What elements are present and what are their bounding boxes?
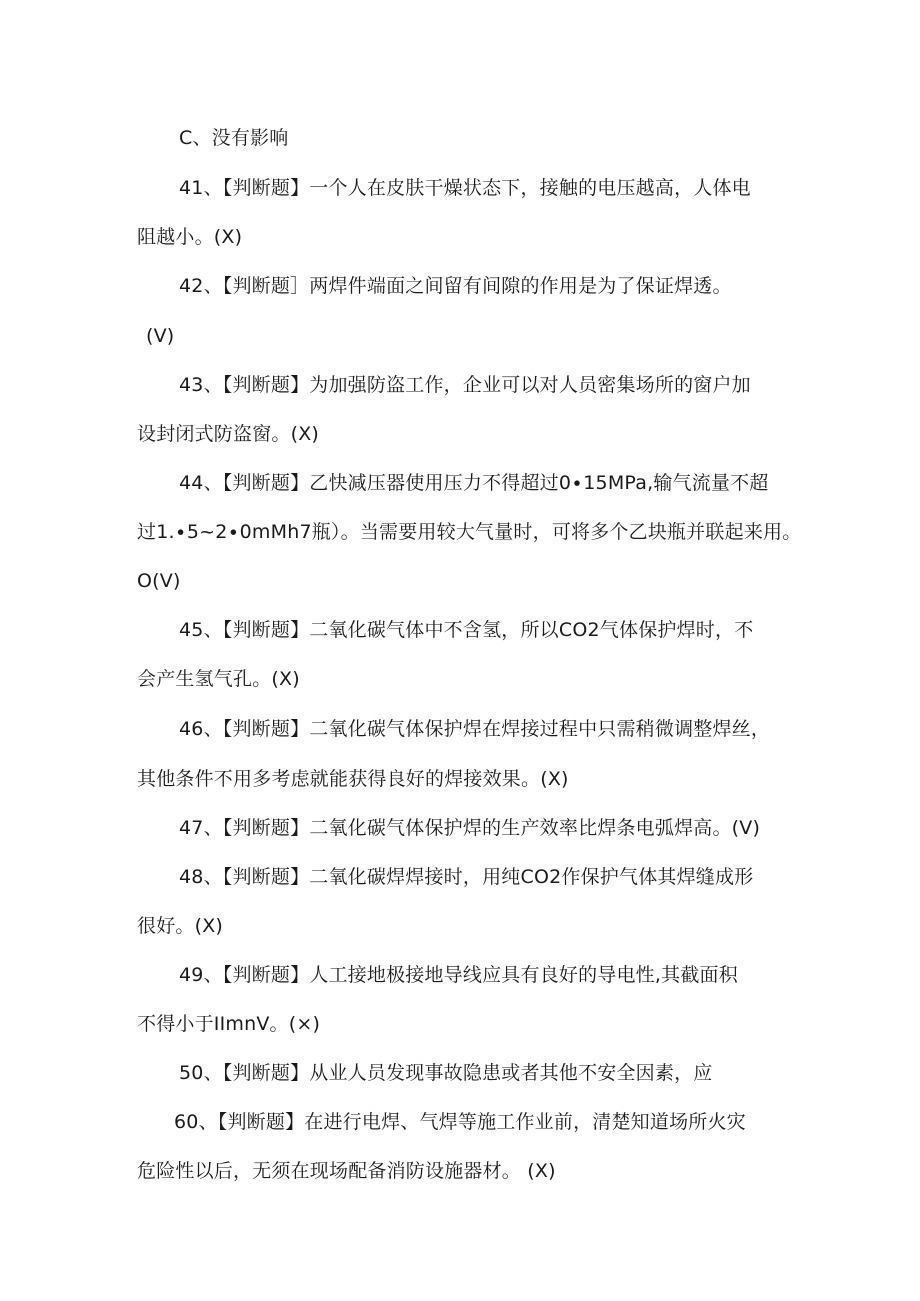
question-44-line-2: 过1.∙5~2∙0mMh7瓶）。当需要用较大气量时，可将多个乙块瓶并联起来用。 <box>137 521 802 543</box>
question-42-line-2: (V) <box>146 325 175 347</box>
question-48-line-1: 48、【判断题】二氧化碳焊焊接时，用纯CO2作保护气体其焊缝成形 <box>179 866 754 888</box>
question-41-line-1: 41、【判断题】一个人在皮肤干燥状态下，接触的电压越高，人体电 <box>179 177 751 199</box>
question-43-line-2: 设封闭式防盗窗。(X) <box>137 423 320 445</box>
question-44-line-1: 44、【判断题】乙快减压器使用压力不得超过0∙15MPa,输气流量不超 <box>179 472 769 494</box>
question-50-line-1: 50、【判断题】从业人员发现事故隐患或者其他不安全因素，应 <box>179 1062 713 1084</box>
question-47-line-1: 47、【判断题】二氧化碳气体保护焊的生产效率比焊条电弧焊高。(V) <box>179 817 761 839</box>
question-43-line-1: 43、【判断题】为加强防盗工作，企业可以对人员密集场所的窗户加 <box>179 374 751 396</box>
question-49-line-1: 49、【判断题】人工接地极接地导线应具有良好的导电性,其截面积 <box>179 964 738 986</box>
question-60-line-2: 危险性以后，无须在现场配备消防设施器材。 (X) <box>137 1160 556 1182</box>
question-41-line-2: 阻越小。(X) <box>137 226 243 248</box>
question-48-line-2: 很好。(X) <box>137 915 224 937</box>
option-c-line: C、没有影响 <box>179 127 289 149</box>
question-49-line-2: 不得小于IImnV。(×) <box>137 1013 321 1035</box>
question-44-line-3: O(V) <box>137 570 181 592</box>
question-46-line-1: 46、【判断题】二氧化碳气体保护焊在焊接过程中只需稍微调整焊丝， <box>179 718 771 740</box>
question-46-line-2: 其他条件不用多考虑就能获得良好的焊接效果。(X) <box>137 768 569 790</box>
question-45-line-2: 会产生氢气孔。(X) <box>137 668 300 690</box>
question-60-line-1: 60、【判断题】在进行电焊、气焊等施工作业前，清楚知道场所火灾 <box>174 1111 746 1133</box>
question-42-line-1: 42、【判断题］两焊件端面之间留有间隙的作用是为了保证焊透。 <box>179 275 732 297</box>
question-45-line-1: 45、【判断题】二氧化碳气体中不含氢，所以CO2气体保护焊时，不 <box>179 619 754 641</box>
